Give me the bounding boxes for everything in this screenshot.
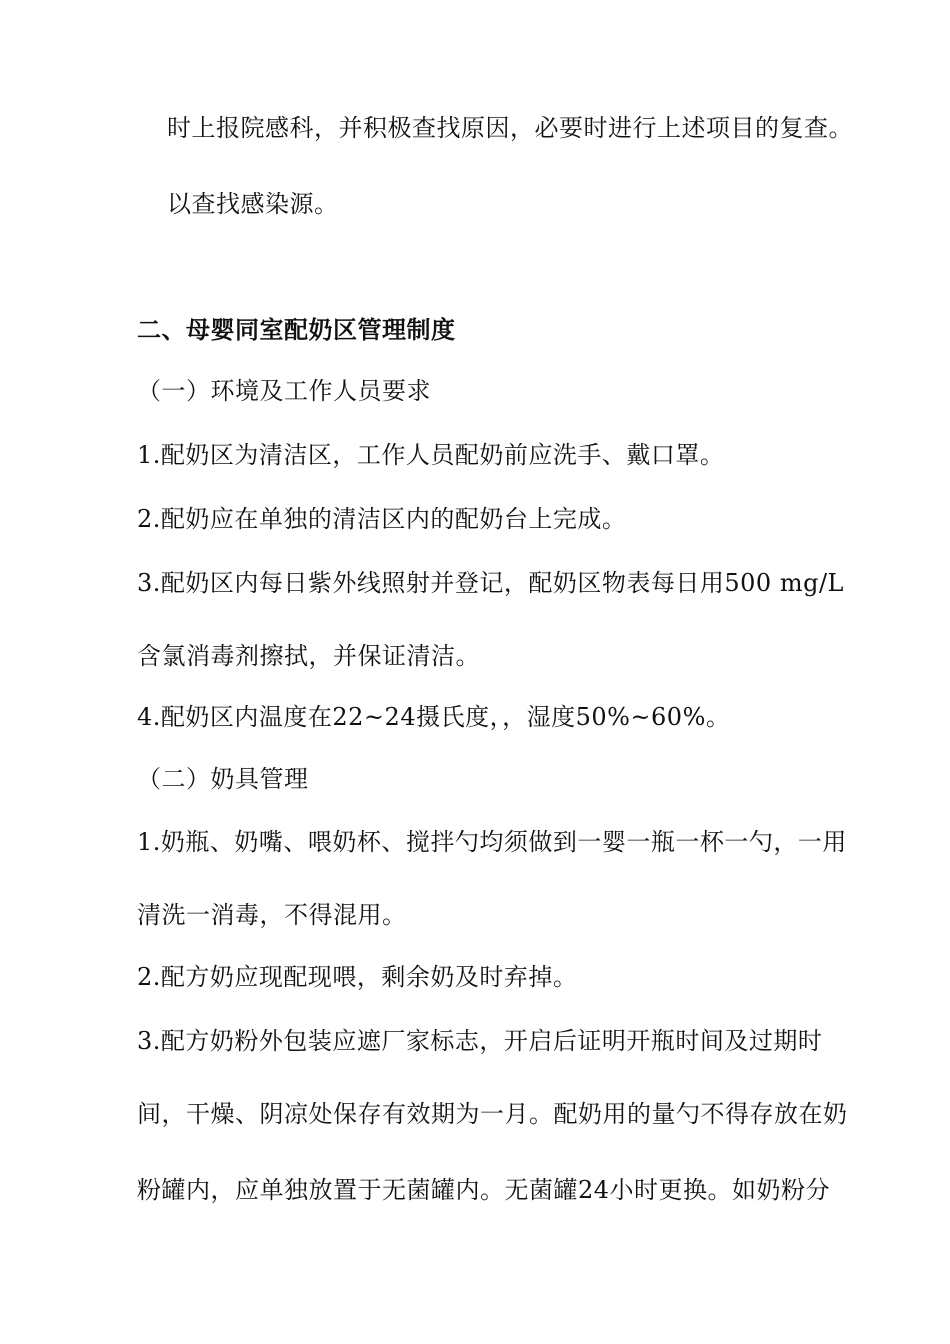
bottle-rule-item-3: 3.配方奶粉外包装应遮厂家标志，开启后证明开瓶时间及过期时 [137,1027,823,1055]
rule-item-3: 3.配奶区内每日紫外线照射并登记，配奶区物表每日用500 mg/L [137,569,844,597]
subsection-heading-environment: （一）环境及工作人员要求 [137,377,431,405]
bottle-rule-item-1: 1.奶瓶、奶嘴、喂奶杯、搅拌勺均须做到一婴一瓶一杯一勺，一用 [137,828,847,856]
rule-item-3-continued: 含氯消毒剂擦拭，并保证清洁。 [137,642,480,670]
paragraph-continuation-line-1: 时上报院感科，并积极查找原因，必要时进行上述项目的复查。 [167,114,853,142]
bottle-rule-item-3-continued-1: 间，干燥、阴凉处保存有效期为一月。配奶用的量勺不得存放在奶 [137,1100,848,1128]
bottle-rule-item-3-continued-2: 粉罐内，应单独放置于无菌罐内。无菌罐24小时更换。如奶粉分 [137,1176,831,1204]
rule-item-1: 1.配奶区为清洁区，工作人员配奶前应洗手、戴口罩。 [137,441,725,469]
section-heading: 二、母婴同室配奶区管理制度 [137,315,456,344]
rule-item-4: 4.配奶区内温度在22~24摄氏度，，湿度50%~60%。 [137,703,731,731]
subsection-heading-bottle-management: （二）奶具管理 [137,765,309,793]
bottle-rule-item-2: 2.配方奶应现配现喂，剩余奶及时弃掉。 [137,963,578,991]
bottle-rule-item-1-continued: 清洗一消毒，不得混用。 [137,901,407,929]
rule-item-2: 2.配奶应在单独的清洁区内的配奶台上完成。 [137,505,627,533]
paragraph-continuation-line-2: 以查找感染源。 [167,190,339,218]
